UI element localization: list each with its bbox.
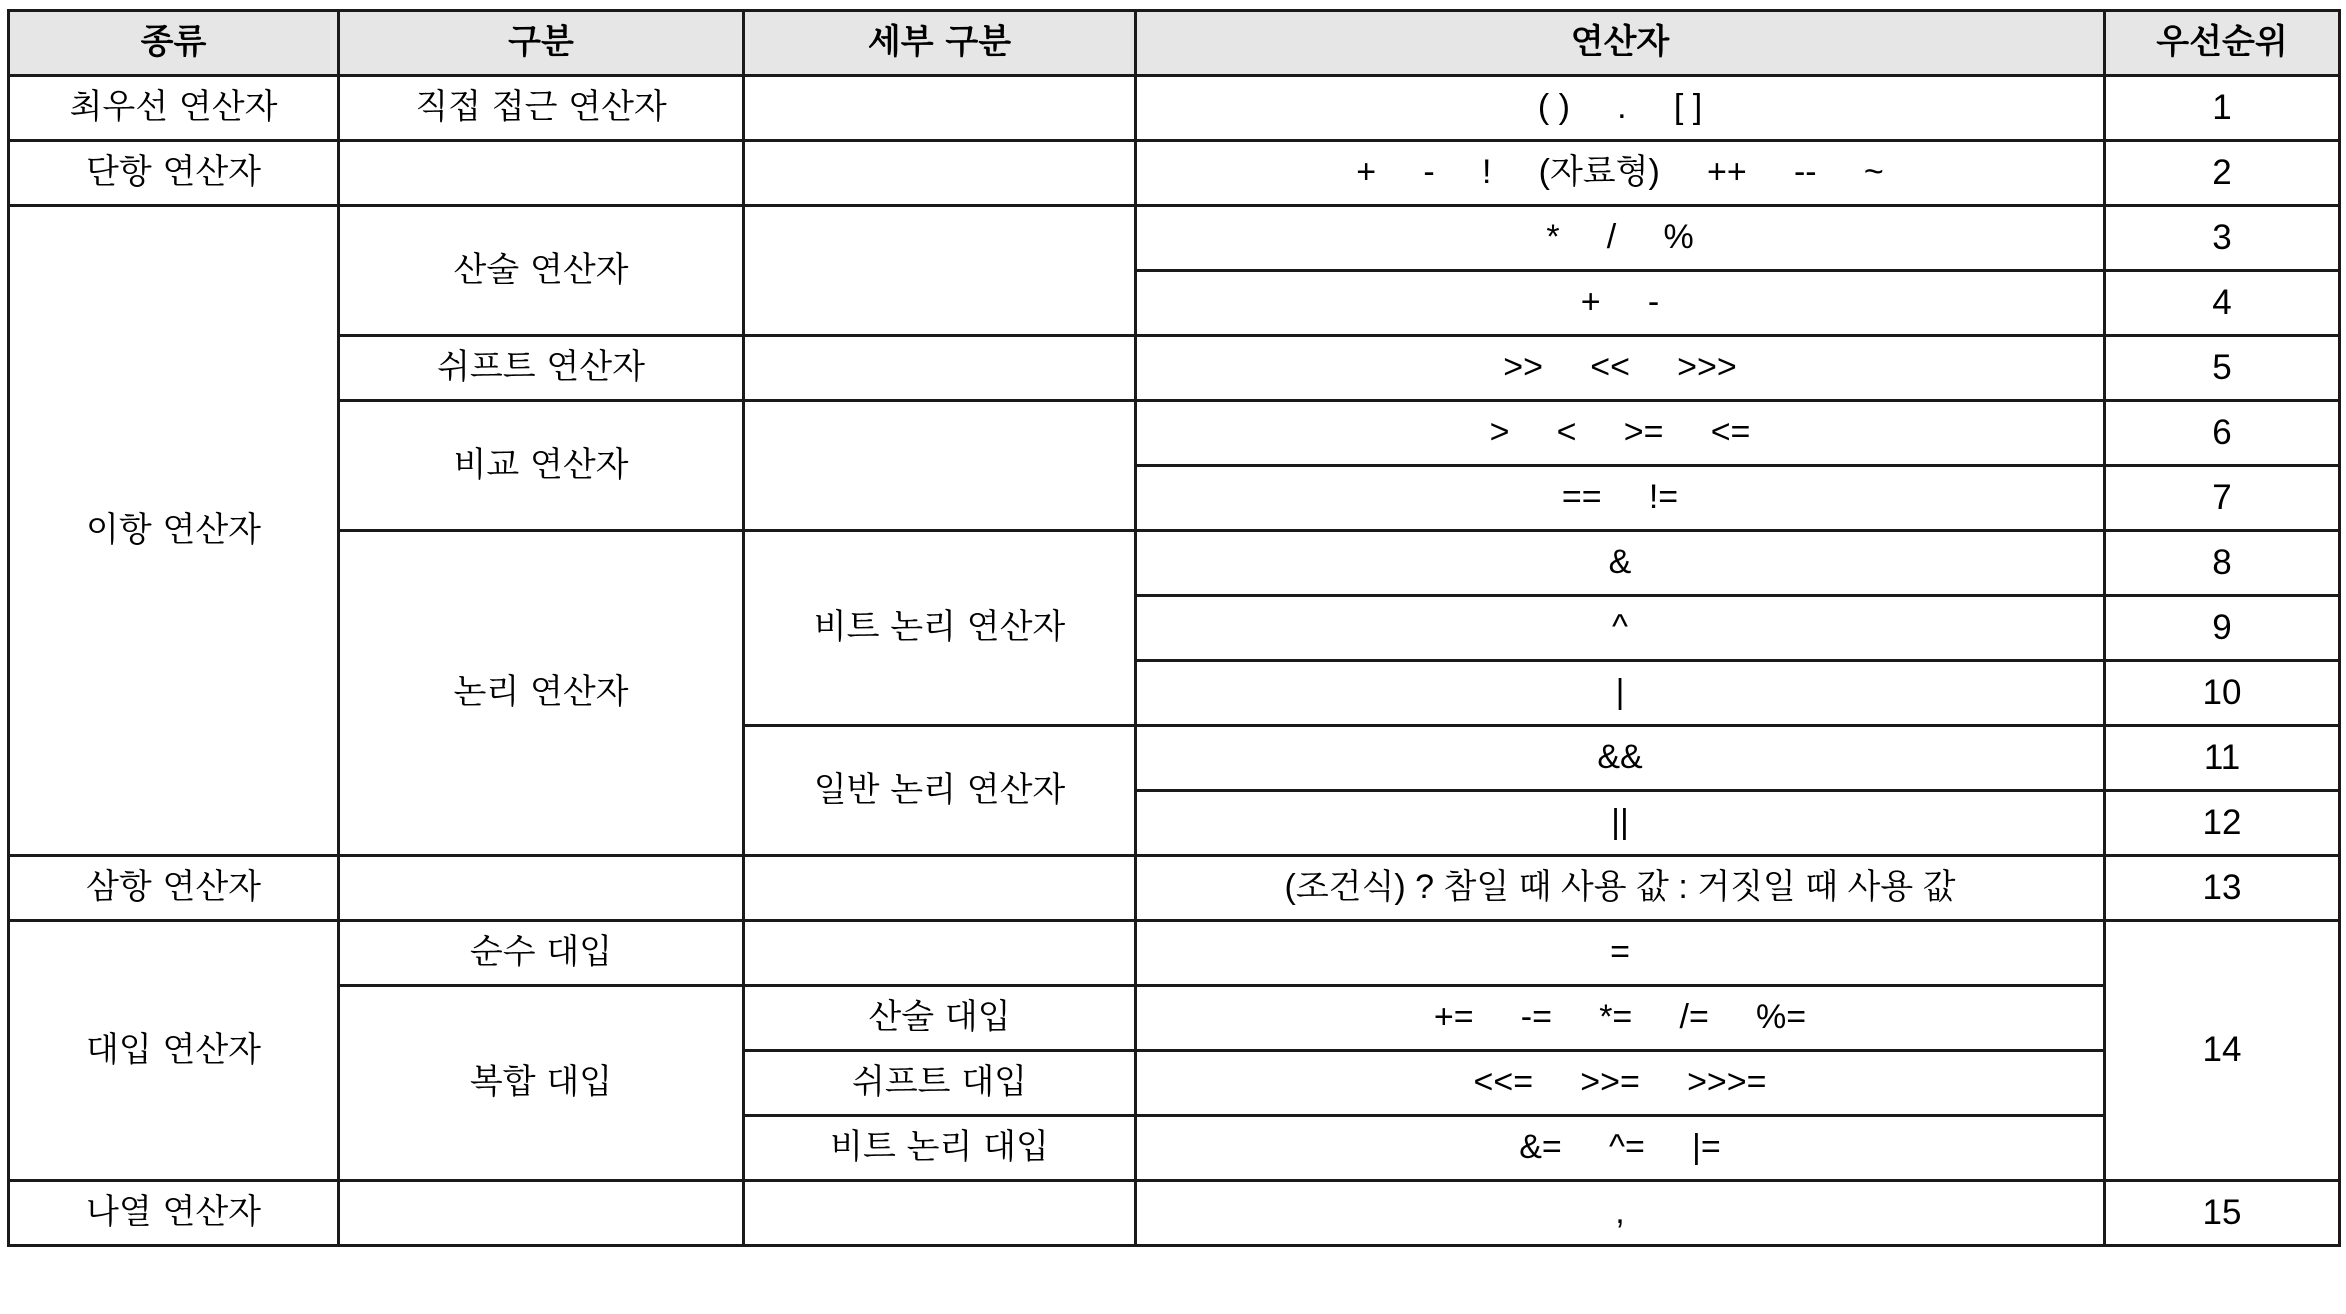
operator-precedence-table (7, 9, 2341, 1247)
operator-cell: || (1136, 791, 2105, 856)
kind-cell: 최우선 연산자 (9, 76, 339, 141)
category-cell: 비교 연산자 (339, 401, 744, 531)
category-cell (339, 1181, 744, 1246)
subcategory-cell: 비트 논리 연산자 (744, 531, 1136, 726)
header-category: 구분 (339, 11, 744, 76)
operator-cell: += -= *= /= %= (1136, 986, 2105, 1051)
subcategory-cell (744, 141, 1136, 206)
table-row (9, 401, 2340, 466)
operator-cell: | (1136, 661, 2105, 726)
kind-cell: 이항 연산자 (9, 206, 339, 856)
priority-cell: 2 (2105, 141, 2340, 206)
kind-cell: 대입 연산자 (9, 921, 339, 1181)
priority-cell: 5 (2105, 336, 2340, 401)
category-cell: 논리 연산자 (339, 531, 744, 856)
operator-cell: <<= >>= >>>= (1136, 1051, 2105, 1116)
priority-cell: 15 (2105, 1181, 2340, 1246)
priority-cell: 10 (2105, 661, 2340, 726)
operator-cell: * / % (1136, 206, 2105, 271)
category-cell: 산술 연산자 (339, 206, 744, 336)
table-row (9, 336, 2340, 401)
priority-cell: 1 (2105, 76, 2340, 141)
operator-cell: & (1136, 531, 2105, 596)
header-kind: 종류 (9, 11, 339, 76)
category-cell (339, 141, 744, 206)
category-cell: 복합 대입 (339, 986, 744, 1181)
priority-cell: 6 (2105, 401, 2340, 466)
subcategory-cell: 비트 논리 대입 (744, 1116, 1136, 1181)
table-row (9, 76, 2340, 141)
header-row (9, 11, 2340, 76)
priority-cell: 3 (2105, 206, 2340, 271)
operator-cell: + - ! (자료형) ++ -- ~ (1136, 141, 2105, 206)
operator-cell: >> << >>> (1136, 336, 2105, 401)
operator-cell: > < >= <= (1136, 401, 2105, 466)
table-row (9, 921, 2340, 986)
header-subcategory: 세부 구분 (744, 11, 1136, 76)
subcategory-cell (744, 206, 1136, 336)
priority-cell: 13 (2105, 856, 2340, 921)
operator-cell: &= ^= |= (1136, 1116, 2105, 1181)
subcategory-cell (744, 336, 1136, 401)
header-priority: 우선순위 (2105, 11, 2340, 76)
subcategory-cell (744, 401, 1136, 531)
operator-cell: , (1136, 1181, 2105, 1246)
subcategory-cell (744, 1181, 1136, 1246)
operator-cell: (조건식) ? 참일 때 사용 값 : 거짓일 때 사용 값 (1136, 856, 2105, 921)
kind-cell: 단항 연산자 (9, 141, 339, 206)
priority-cell: 9 (2105, 596, 2340, 661)
priority-cell: 14 (2105, 921, 2340, 1181)
subcategory-cell: 산술 대입 (744, 986, 1136, 1051)
operator-cell: = (1136, 921, 2105, 986)
priority-cell: 12 (2105, 791, 2340, 856)
kind-cell: 나열 연산자 (9, 1181, 339, 1246)
table-row (9, 141, 2340, 206)
table-header (9, 11, 2340, 76)
operator-cell: && (1136, 726, 2105, 791)
category-cell: 쉬프트 연산자 (339, 336, 744, 401)
header-operator: 연산자 (1136, 11, 2105, 76)
category-cell: 직접 접근 연산자 (339, 76, 744, 141)
category-cell (339, 856, 744, 921)
table-body (9, 76, 2340, 1246)
priority-cell: 4 (2105, 271, 2340, 336)
subcategory-cell: 쉬프트 대입 (744, 1051, 1136, 1116)
priority-cell: 8 (2105, 531, 2340, 596)
operator-cell: + - (1136, 271, 2105, 336)
table-row (9, 856, 2340, 921)
operator-cell: == != (1136, 466, 2105, 531)
priority-cell: 11 (2105, 726, 2340, 791)
subcategory-cell (744, 76, 1136, 141)
table-row (9, 531, 2340, 596)
category-cell: 순수 대입 (339, 921, 744, 986)
table-row (9, 1181, 2340, 1246)
subcategory-cell (744, 856, 1136, 921)
operator-cell: ( ) . [ ] (1136, 76, 2105, 141)
kind-cell: 삼항 연산자 (9, 856, 339, 921)
priority-cell: 7 (2105, 466, 2340, 531)
subcategory-cell: 일반 논리 연산자 (744, 726, 1136, 856)
subcategory-cell (744, 921, 1136, 986)
table-row (9, 986, 2340, 1051)
operator-cell: ^ (1136, 596, 2105, 661)
table-row (9, 206, 2340, 271)
